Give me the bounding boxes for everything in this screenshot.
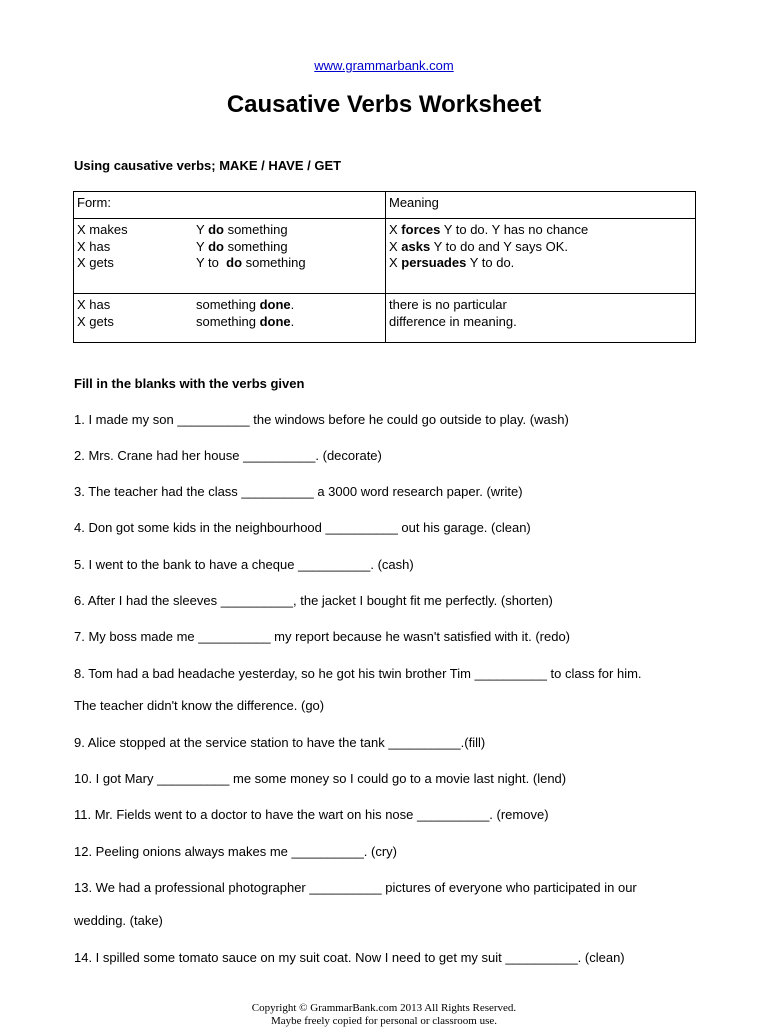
subject: X gets	[77, 255, 114, 270]
exercise-item: 5. I went to the bank to have a cheque __________. (cash)	[74, 557, 414, 572]
exercise-item: 14. I spilled some tomato sauce on my suit coat. Now I need to get my suit __________. (clean)	[74, 950, 625, 965]
exercise-item: 2. Mrs. Crane had her house __________. (decorate)	[74, 448, 382, 463]
header-form: Form:	[74, 192, 386, 219]
form-cell-do	[74, 219, 386, 294]
instructions: Fill in the blanks with the verbs given	[74, 376, 305, 391]
form-line	[77, 222, 382, 239]
form-text: something	[223, 238, 288, 254]
meaning-text: X	[389, 238, 402, 254]
meaning-text: X	[389, 222, 402, 237]
meaning-line	[389, 255, 692, 272]
meaning-line: there is no particular	[389, 297, 507, 312]
meaning-text: Y to do. Y has no chance	[440, 222, 589, 237]
exercise-item: 10. I got Mary __________ me some money so I could go to a movie last night. (lend)	[74, 771, 567, 786]
form-text: Y	[196, 222, 209, 237]
form-text: something	[223, 222, 288, 237]
exercise-item: 11. Mr. Fields went to a doctor to have the wart on his nose __________. (remove)	[74, 807, 549, 822]
form-verb: done	[259, 297, 291, 312]
form-text: Y	[196, 238, 209, 254]
form-verb: do	[208, 238, 224, 254]
meaning-text: X	[389, 255, 402, 270]
form-line	[77, 239, 382, 256]
footer	[0, 1002, 768, 1028]
causative-form-table	[73, 191, 696, 343]
meaning-line: difference in meaning.	[389, 313, 517, 329]
exercise-item: 12. Peeling onions always makes me __________. (cry)	[74, 844, 398, 859]
table-header-row	[74, 192, 696, 219]
table-row-done	[74, 294, 696, 343]
form-text: .	[290, 313, 295, 329]
exercise-item-continued: wedding. (take)	[74, 913, 163, 928]
form-verb: do	[226, 255, 243, 270]
exercise-item: 7. My boss made me __________ my report because he wasn't satisfied with it. (redo)	[74, 629, 571, 644]
form-text: something	[242, 255, 306, 270]
meaning-verb: asks	[401, 238, 431, 254]
exercise-item: 3. The teacher had the class __________ a 3000 word research paper. (write)	[74, 484, 523, 499]
form-text: something	[196, 313, 260, 329]
subject: X has	[77, 297, 111, 312]
form-verb: done	[259, 313, 291, 329]
form-line	[77, 314, 382, 331]
meaning-cell-done	[386, 294, 696, 343]
meaning-text: Y to do.	[466, 255, 515, 270]
exercise-item: 9. Alice stopped at the service station to have the tank __________.(fill)	[74, 735, 486, 750]
usage-note: Maybe freely copied for personal or classroom use.	[270, 1015, 498, 1027]
form-text: something	[196, 297, 260, 312]
copyright-text: Copyright © GrammarBank.com 2013 All Rights Reserved.	[251, 1002, 517, 1014]
exercise-item: 4. Don got some kids in the neighbourhood __________ out his garage. (clean)	[74, 520, 531, 535]
exercise-item: 8. Tom had a bad headache yesterday, so he got his twin brother Tim __________ to class for him.	[74, 666, 642, 681]
table-row-do	[74, 219, 696, 294]
subject: X gets	[77, 313, 114, 329]
form-line	[77, 255, 382, 272]
form-text: Y to	[196, 255, 227, 270]
meaning-verb: forces	[401, 222, 441, 237]
exercise-item: 1. I made my son __________ the windows before he could go outside to play. (wash)	[74, 412, 569, 427]
form-text: .	[290, 297, 295, 312]
form-line	[77, 297, 382, 314]
exercise-item: 6. After I had the sleeves __________, the jacket I bought fit me perfectly. (shorten)	[74, 593, 553, 608]
subject: X has	[77, 238, 111, 254]
exercise-item-continued: The teacher didn't know the difference. (go)	[74, 698, 325, 713]
meaning-text: Y to do and Y says OK.	[430, 238, 569, 254]
form-cell-done	[74, 294, 386, 343]
page-title: Causative Verbs Worksheet	[226, 91, 542, 118]
meaning-line	[389, 222, 692, 239]
meaning-line	[389, 239, 692, 256]
header-meaning: Meaning	[386, 192, 696, 219]
subject: X makes	[77, 222, 128, 237]
meaning-cell-do	[386, 219, 696, 294]
subtitle: Using causative verbs; MAKE / HAVE / GET	[74, 158, 342, 173]
form-verb: do	[208, 222, 224, 237]
site-link[interactable]: www.grammarbank.com	[314, 58, 454, 73]
exercise-item: 13. We had a professional photographer __________ pictures of everyone who participated in our	[74, 880, 637, 895]
meaning-verb: persuades	[401, 255, 467, 270]
